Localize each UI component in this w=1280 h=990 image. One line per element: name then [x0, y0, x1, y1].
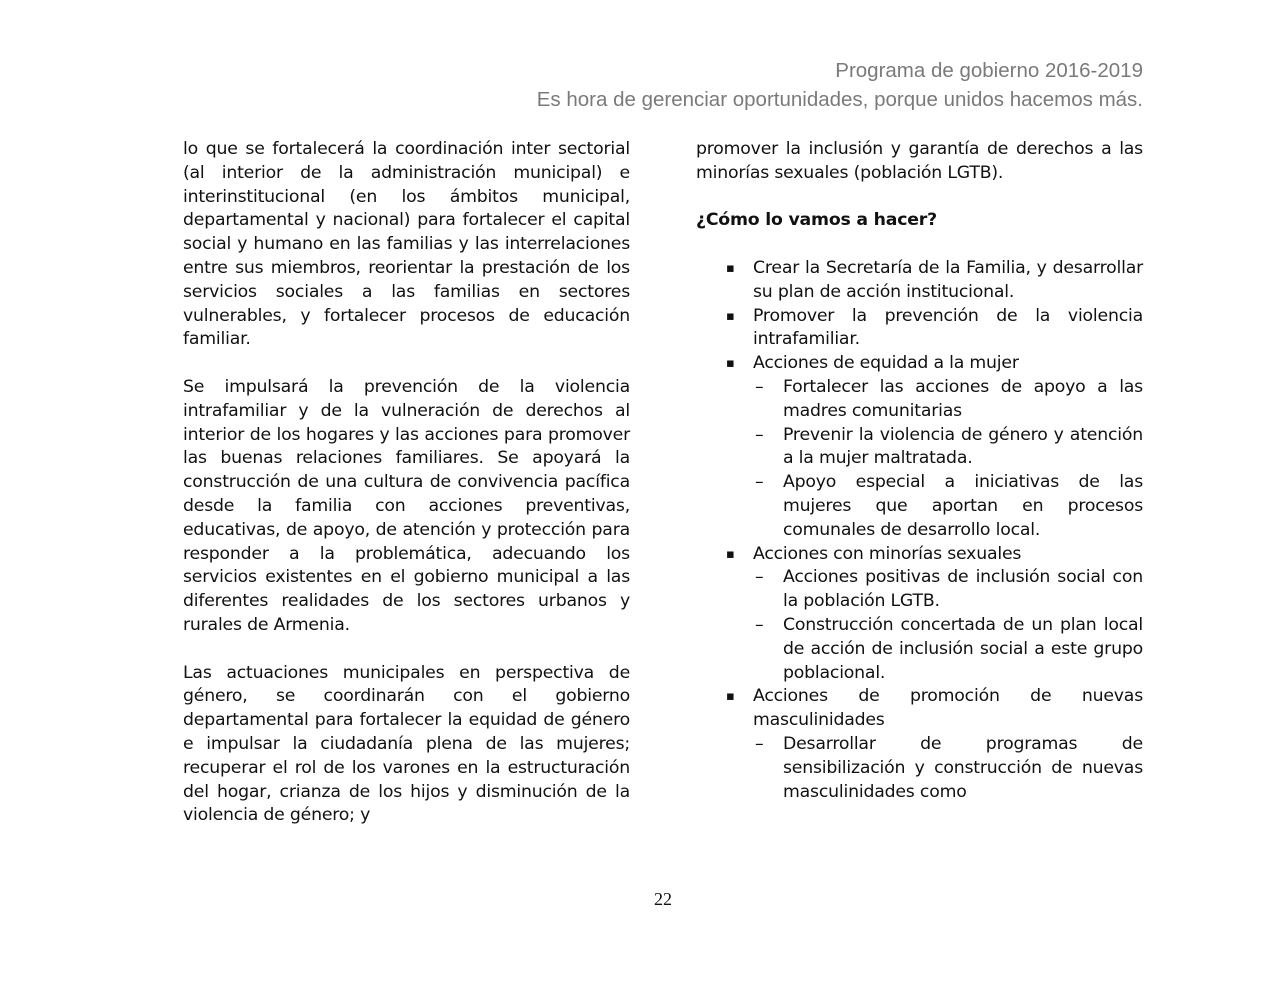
paragraph: lo que se fortalecerá la coordinación inter sectorial (al interior de la administración municipal) e interinstitucional (en los ámbitos municipal, departamental y nacional) para fortalecer el capital social y humano en las familias y las interrelaciones entre sus miembros, reorientar la prestación de los servicios sociales a las familias en sectores vulnerables, y fortalecer procesos de educación familiar. [183, 139, 630, 350]
sub-list-item [753, 376, 1143, 424]
sub-list-item-text: Desarrollar de programas de sensibilización y construcción de nuevas masculinidades como [783, 733, 1143, 802]
dash-bullet-icon: – [755, 733, 764, 754]
sub-list-item-text: Prevenir la violencia de género y atención a la mujer maltratada. [783, 424, 1143, 469]
square-bullet-icon: ▪ [726, 546, 735, 562]
list-item [696, 305, 1143, 353]
sub-list-item-text: Acciones positivas de inclusión social con la población LGTB. [783, 567, 1143, 612]
sub-list-item [753, 424, 1143, 472]
square-bullet-icon: ▪ [726, 308, 735, 324]
sub-list [753, 566, 1143, 685]
square-bullet-icon: ▪ [726, 260, 735, 276]
dash-bullet-icon: – [755, 424, 764, 445]
list-item [696, 257, 1143, 305]
paragraph: Las actuaciones municipales en perspectiva de género, se coordinarán con el gobierno departamental para fortalecer la equidad de género e impulsar la ciudadanía plena de las mujeres; recuperar el rol de los varones en la estructuración del hogar, crianza de los hijos y disminución de la violencia de género; y [183, 662, 630, 826]
paragraph: Se impulsará la prevención de la violencia intrafamiliar y de la vulneración de derechos al interior de los hogares y las acciones para promover las buenas relaciones familiares. Se apoyará la construcción de una cultura de convivencia pacífica desde la familia con acciones preventivas, educativas, de apoyo, de atención y protección para responder a la problemática, adecuando los servicios existentes en el gobierno municipal a las diferentes realidades de los sectores urbanos y rurales de Armenia. [183, 376, 630, 635]
page-number: 22 [654, 889, 672, 909]
dash-bullet-icon: – [755, 376, 764, 397]
sub-list-item-text: Construcción concertada de un plan local de acción de inclusión social a este grupo poblacional. [783, 614, 1143, 683]
right-column [696, 138, 1143, 804]
header-subtitle: Es hora de gerenciar oportunidades, porque unidos hacemos más. [536, 88, 1143, 111]
left-column [183, 138, 630, 852]
list-item-text: Promover la prevención de la violencia intrafamiliar. [753, 305, 1143, 350]
list-item [696, 543, 1143, 686]
header-title: Programa de gobierno 2016-2019 [835, 59, 1143, 82]
sub-list-item [753, 471, 1143, 542]
list-item [696, 352, 1143, 542]
action-list [696, 257, 1143, 804]
list-item-text: Crear la Secretaría de la Familia, y desarrollar su plan de acción institucional. [753, 257, 1143, 302]
list-item-text: Acciones de promoción de nuevas masculinidades [753, 686, 1143, 731]
dash-bullet-icon: – [755, 567, 764, 588]
section-heading: ¿Cómo lo vamos a hacer? [696, 210, 937, 231]
square-bullet-icon: ▪ [726, 356, 735, 372]
dash-bullet-icon: – [755, 614, 764, 635]
page-header [537, 56, 1143, 114]
list-item [696, 685, 1143, 804]
dash-bullet-icon: – [755, 472, 764, 493]
list-item-text: Acciones con minorías sexuales [753, 543, 1022, 564]
sub-list [753, 733, 1143, 804]
sub-list-item [753, 614, 1143, 685]
sub-list-item-text: Fortalecer las acciones de apoyo a las madres comunitarias [783, 376, 1143, 421]
square-bullet-icon: ▪ [726, 689, 735, 705]
sub-list-item-text: Apoyo especial a iniciativas de las mujeres que aportan en procesos comunales de desarrollo local. [783, 472, 1143, 540]
sub-list-item [753, 566, 1143, 614]
list-item-text: Acciones de equidad a la mujer [753, 353, 1019, 374]
intro-paragraph: promover la inclusión y garantía de derechos a las minorías sexuales (población LGTB). [696, 139, 1143, 183]
sub-list [753, 376, 1143, 543]
sub-list-item [753, 733, 1143, 804]
